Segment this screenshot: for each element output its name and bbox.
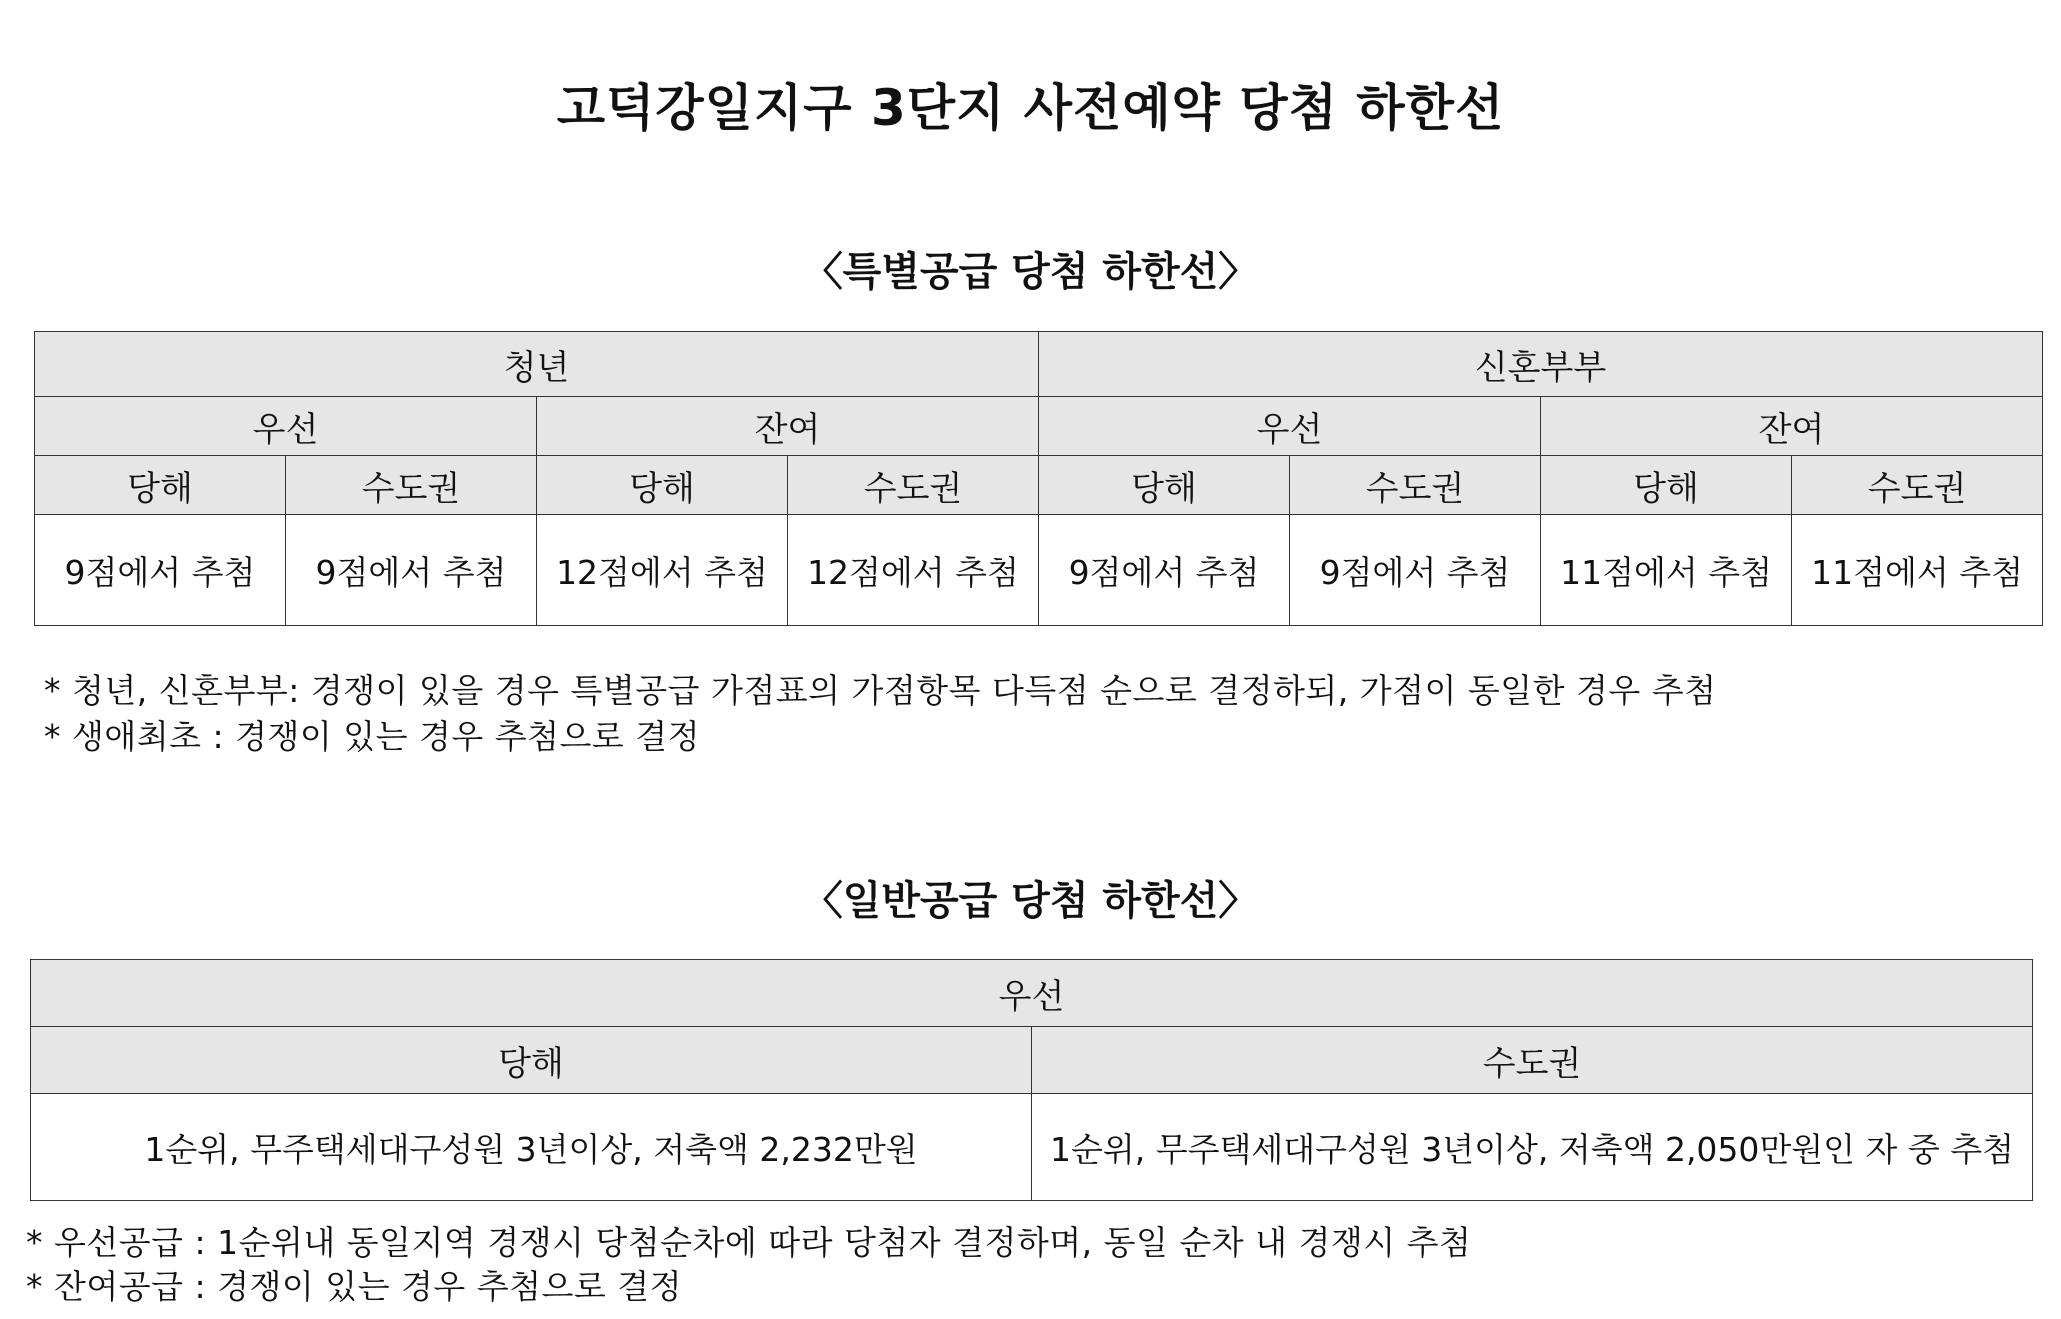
page-title: 고덕강일지구 3단지 사전예약 당첨 하한선 — [556, 79, 1505, 137]
cutoff-value: 12점에서 추첨 — [537, 515, 788, 626]
type-header: 우선 — [35, 397, 537, 456]
cutoff-value: 9점에서 추첨 — [286, 515, 537, 626]
region-header: 당해 — [31, 1027, 1032, 1094]
region-header: 수도권 — [1290, 456, 1541, 515]
region-header: 당해 — [1039, 456, 1290, 515]
region-header: 당해 — [35, 456, 286, 515]
cutoff-value: 12점에서 추첨 — [788, 515, 1039, 626]
type-header: 잔여 — [1541, 397, 2043, 456]
type-header: 우선 — [31, 960, 2033, 1027]
type-header: 잔여 — [537, 397, 1039, 456]
special-note: * 생애최초 : 경쟁이 있는 경우 추첨으로 결정 — [44, 717, 700, 756]
region-header: 수도권 — [788, 456, 1039, 515]
cutoff-value: 1순위, 무주택세대구성원 3년이상, 저축액 2,232만원 — [31, 1094, 1032, 1201]
group-header-youth: 청년 — [35, 332, 1039, 397]
special-supply-subtitle: 〈특별공급 당첨 하한선〉 — [802, 249, 1259, 295]
region-header: 당해 — [537, 456, 788, 515]
general-supply-table — [30, 959, 2033, 1201]
general-note: * 잔여공급 : 경쟁이 있는 경우 추첨으로 결정 — [26, 1267, 682, 1306]
region-header: 당해 — [1541, 456, 1792, 515]
special-supply-table — [34, 331, 2043, 626]
type-header: 우선 — [1039, 397, 1541, 456]
cutoff-value: 11점에서 추첨 — [1792, 515, 2043, 626]
general-note: * 우선공급 : 1순위내 동일지역 경쟁시 당첨순차에 따라 당첨자 결정하며, 동일 순차 내 경쟁시 추첨 — [26, 1223, 1472, 1262]
region-header: 수도권 — [1032, 1027, 2033, 1094]
cutoff-value: 1순위, 무주택세대구성원 3년이상, 저축액 2,050만원인 자 중 추첨 — [1032, 1094, 2033, 1201]
cutoff-value: 9점에서 추첨 — [1290, 515, 1541, 626]
cutoff-value: 11점에서 추첨 — [1541, 515, 1792, 626]
special-note: * 청년, 신혼부부: 경쟁이 있을 경우 특별공급 가점표의 가점항목 다득점 순으로 결정하되, 가점이 동일한 경우 추첨 — [44, 671, 1717, 710]
cutoff-value: 9점에서 추첨 — [1039, 515, 1290, 626]
region-header: 수도권 — [286, 456, 537, 515]
cutoff-value: 9점에서 추첨 — [35, 515, 286, 626]
general-supply-subtitle: 〈일반공급 당첨 하한선〉 — [802, 878, 1259, 924]
group-header-newlywed: 신혼부부 — [1039, 332, 2043, 397]
region-header: 수도권 — [1792, 456, 2043, 515]
